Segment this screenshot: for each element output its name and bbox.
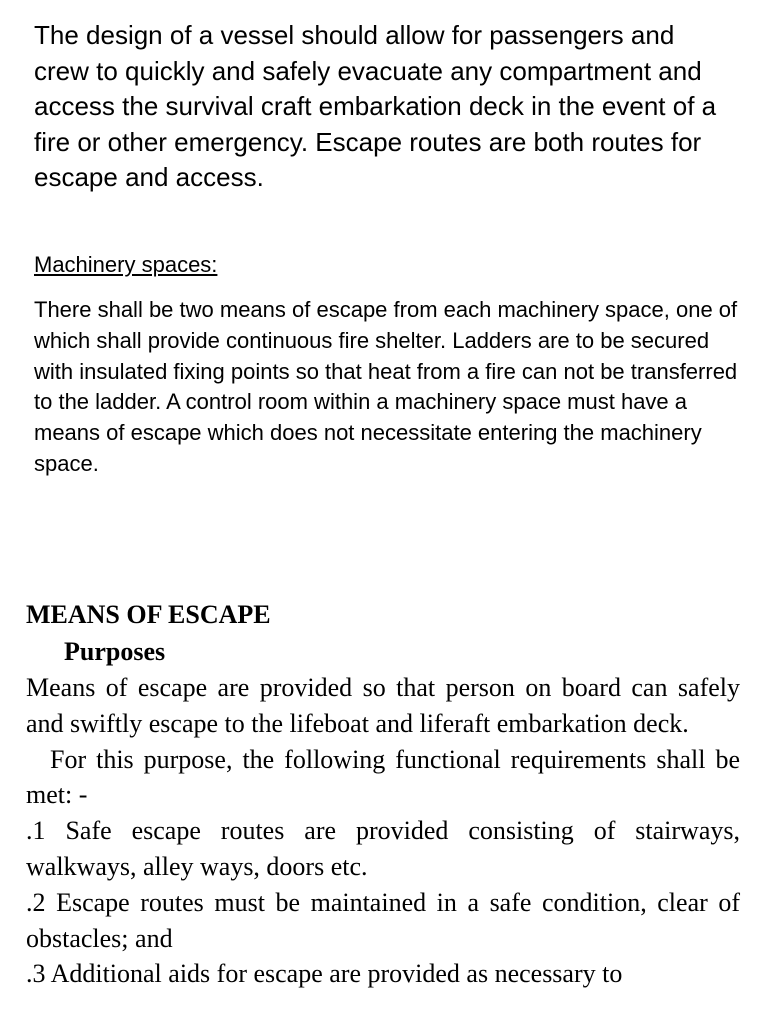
machinery-spaces-paragraph: There shall be two means of escape from each machinery space, one of which shall provide continuous fire shelter. Ladders are to be secured with insulated fixing points so that heat from a fire can not be transferred to the ladder. A control room within a machinery space must have a means of escape which does not necessitate entering the machinery space. [34,297,738,476]
requirement-item-2: .2 Escape routes must be maintained in a safe condition, clear of obstacles; and [26,887,740,953]
requirement-item-3: .3 Additional aids for escape are provided as necessary to [26,959,623,989]
requirements-intro-paragraph: For this purpose, the following functional requirements shall be met: - [26,744,740,810]
requirement-item-1: .1 Safe escape routes are provided consisting of stairways, walkways, alley ways, doors etc. [26,816,740,881]
machinery-spaces-heading: Machinery spaces: [34,252,218,277]
intro-paragraph: The design of a vessel should allow for passengers and crew to quickly and safely evacuate any compartment and access the survival craft embarkation deck in the event of a fire or other emergency. Escape routes are both routes for escape and access. [34,20,717,192]
purpose-paragraph: Means of escape are provided so that person on board can safely and swiftly escape to the lifeboat and liferaft embarkation deck. [26,673,740,738]
means-of-escape-title: MEANS OF ESCAPE [26,600,271,629]
purposes-subtitle: Purposes [64,637,166,666]
means-of-escape-body [26,670,740,992]
